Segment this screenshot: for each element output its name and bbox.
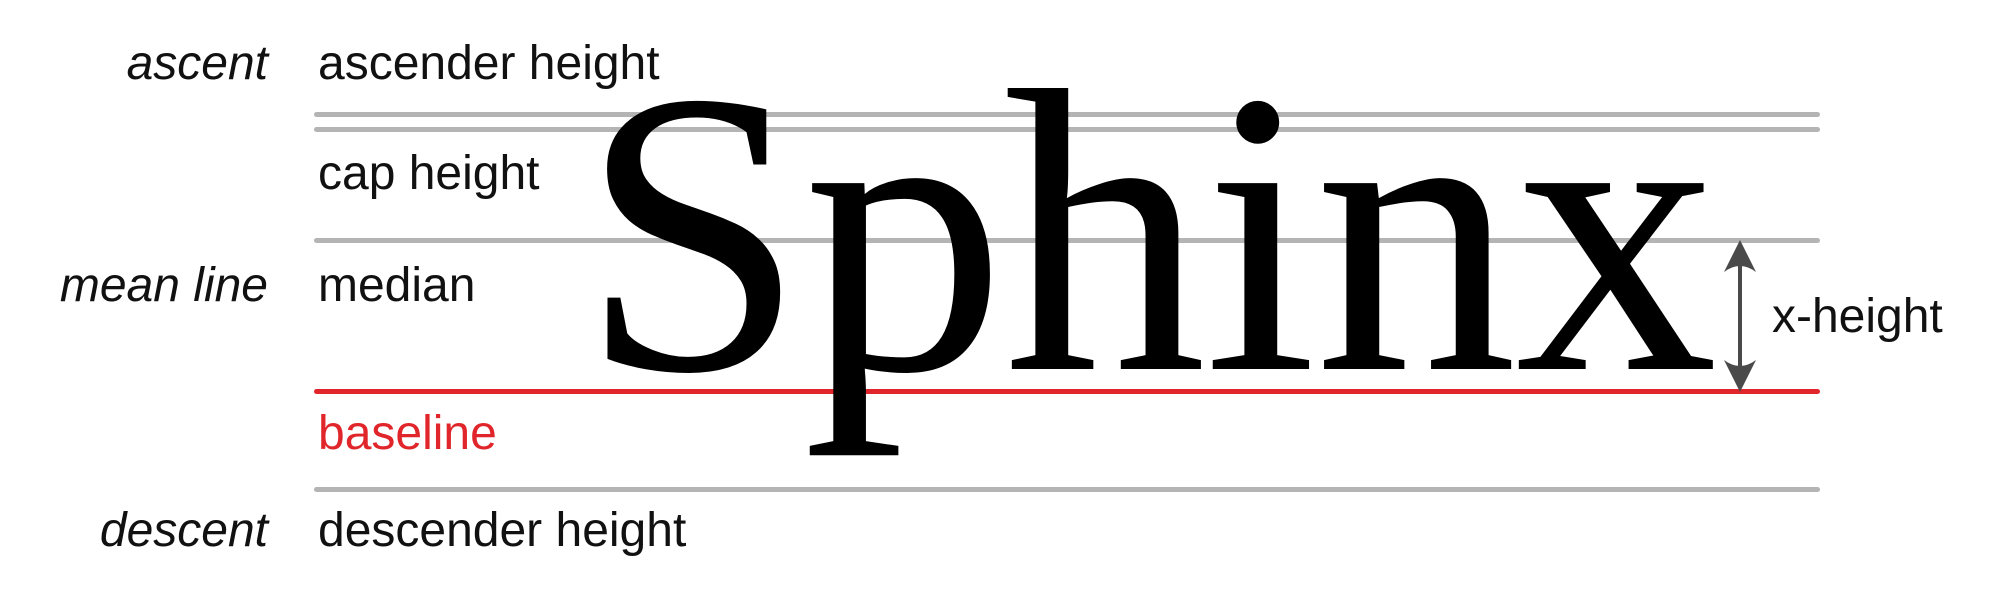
ascender-height-label: ascender height (318, 37, 660, 90)
descender-height-label: descender height (318, 504, 687, 557)
sample-word: Sphinx (580, 8, 1716, 457)
baseline-label: baseline (318, 407, 497, 460)
descender-line (314, 487, 1820, 492)
ascent-label: ascent (126, 37, 268, 90)
x-height-label: x-height (1772, 290, 1943, 343)
cap-height-label: cap height (318, 147, 540, 200)
mean-line-label: mean line (59, 259, 268, 312)
median-label: median (318, 259, 476, 312)
x-height-arrow-icon (1710, 236, 1770, 396)
descent-label: descent (99, 504, 268, 557)
